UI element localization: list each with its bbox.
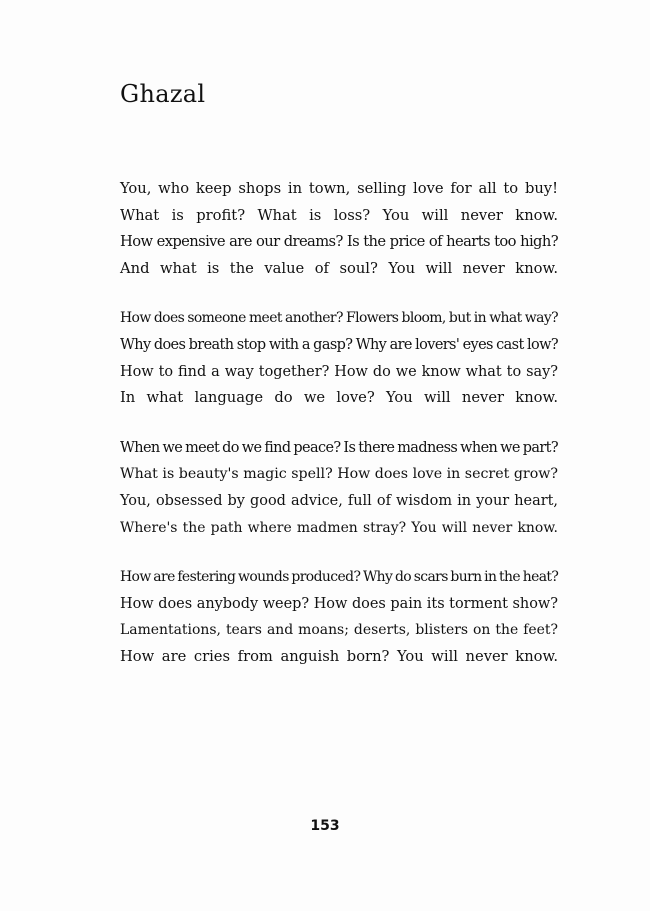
poem-line: You, obsessed by good advice, full of wisdom in your heart, xyxy=(120,492,558,509)
poem-line: When we meet do we find peace? Is there madness when we part? xyxy=(120,439,558,456)
poem-line: What is beauty's magic spell? How does love in secret grow? xyxy=(120,466,558,483)
poem-line: You, who keep shops in town, selling love for all to buy! xyxy=(120,180,558,197)
poem-line: How does someone meet another? Flowers bloom, but in what way? xyxy=(120,310,558,327)
poem-line: What is profit? What is loss? You will never know. xyxy=(120,206,558,224)
poem-line: Where's the path where madmen stray? You will never know. xyxy=(120,519,558,536)
stanza-3 xyxy=(120,435,560,541)
page-number: 153 xyxy=(310,818,340,834)
poem-line: How are cries from anguish born? You will never know. xyxy=(120,647,558,665)
poem-line: How are festering wounds produced? Why do scars burn in the heat? xyxy=(120,569,559,586)
stanza-2 xyxy=(120,305,560,411)
stanza-1 xyxy=(120,176,560,282)
poem-line: How to find a way together? How do we know what to say? xyxy=(120,363,558,380)
poem-line: Lamentations, tears and moans; deserts, blisters on the feet? xyxy=(120,622,558,639)
poem-line: How expensive are our dreams? Is the price of hearts too high? xyxy=(120,233,558,251)
poem-line: In what language do we love? You will never know. xyxy=(120,389,558,407)
poem-title: Ghazal xyxy=(120,80,206,108)
poem-line: Why does breath stop with a gasp? Why are lovers' eyes cast low? xyxy=(120,336,558,353)
poem-body xyxy=(120,176,560,694)
poem-line: And what is the value of soul? You will never know. xyxy=(120,259,558,277)
poem-line: How does anybody weep? How does pain its torment show? xyxy=(120,595,559,612)
stanza-4 xyxy=(120,564,560,670)
